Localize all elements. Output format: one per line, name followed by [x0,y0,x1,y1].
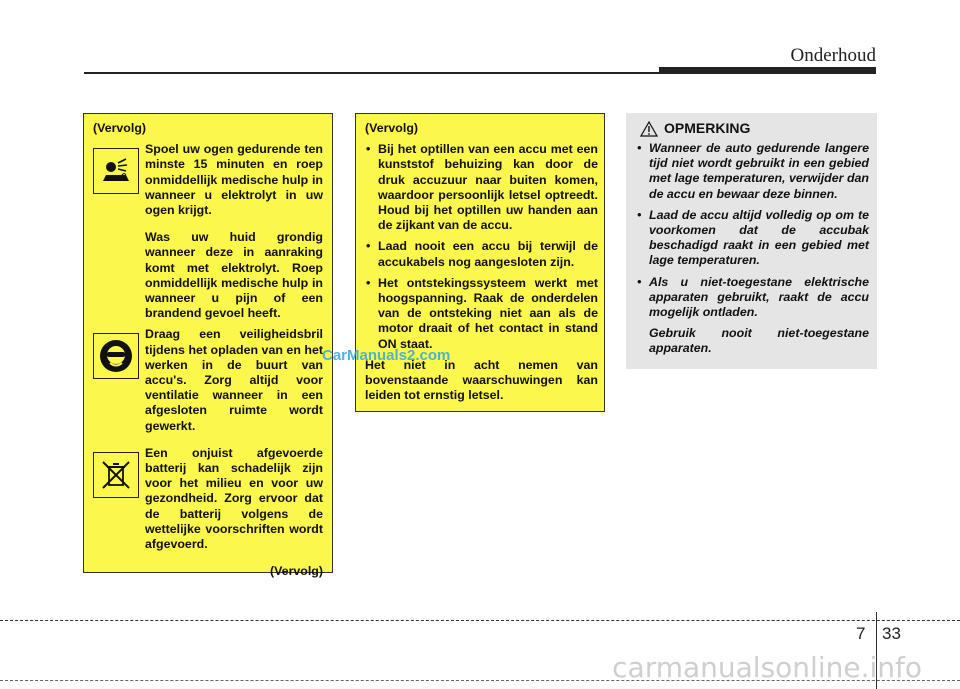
header-rule-thick [659,67,876,74]
warning-closing: Het niet in acht nemen van bovenstaande waarschuwingen kan leiden tot ernstig letsel. [365,357,598,403]
continued-label: (Vervolg) [269,564,323,579]
watermark: CarManuals2.com [322,347,451,364]
warning-text: Een onjuist afgevoerde batterij kan schadelijk zijn voor het milieu en voor uw gezondheid. Zorg ervoor dat de batterij volgens de wettelijke voorschriften wordt afgevoerd. [145,445,323,552]
section-title: Onderhoud [790,45,876,66]
note-header [640,121,869,137]
page-number: 33 [882,624,901,643]
section-number: 7 [856,624,866,643]
list-item: • Het ontstekingssysteem werkt met hoogspanning. Raak de onderdelen van de ontsteking niet aan als de motor draait of het contact in stand ON staat. [365,276,598,352]
list-item: • Laad nooit een accu bij terwijl de accukabels nog aangesloten zijn. [365,239,598,269]
continued-label: (Vervolg) [365,121,419,135]
safety-goggles-icon [93,333,139,379]
list-item: • Bij het optillen van een accu met een kunststof behuizing kan door de druk accuzuur naar buiten komen, waardoor persoonlijk letsel optreedt. Houd bij het optillen uw handen aan de zijkant van de accu. [365,142,598,233]
note-title: OPMERKING [664,120,751,137]
note-extra: Gebruik nooit niet-toegestane apparaten. [649,326,869,356]
warning-text: Was uw huid grondig wanneer deze in aanraking komt met elektrolyt. Roep onmiddellijk medische hulp in wanneer u pijn of een brandend gevoel heeft. [145,230,323,321]
continued-label: (Vervolg) [93,121,147,135]
crossed-bin-icon [93,452,139,498]
warning-text: Spoel uw ogen gedurende ten minste 15 minuten en roep onmiddellijk medische hulp in wanneer u elektrolyt in uw ogen krijgt. [145,142,323,218]
note-list [636,141,869,320]
warning-triangle-icon [640,121,658,137]
warning-box-middle [355,113,605,412]
warning-item-eye [93,142,323,224]
site-watermark[interactable]: carmanualsonline.info [612,651,922,684]
footer-rule [0,620,960,621]
list-item: • Wanneer de auto gedurende langere tijd niet wordt gebruikt in een gebied met lage temperaturen, verwijder dan de accu en bewaar deze binnen. [636,141,869,202]
warning-item-goggles [93,327,323,439]
warning-item-disposal [93,446,323,558]
header-rule [84,72,659,74]
list-item: • Laad de accu altijd volledig op om te voorkomen dat de accubak beschadigd raakt in een gebied met lage temperaturen. [636,208,869,269]
warning-list [365,142,598,352]
warning-text: Draag een veiligheidsbril tijdens het opladen van en het werken in de buurt van accu's. Zorg altijd voor ventilatie wanneer in een afgesloten ruimte wordt gewerkt. [145,327,323,433]
note-box [626,113,877,369]
warning-box-left [83,113,333,579]
eye-rinse-icon [93,148,139,194]
list-item: • Als u niet-toegestane elektrische apparaten gebruikt, raakt de accu mogelijk ontladen. [636,275,869,321]
